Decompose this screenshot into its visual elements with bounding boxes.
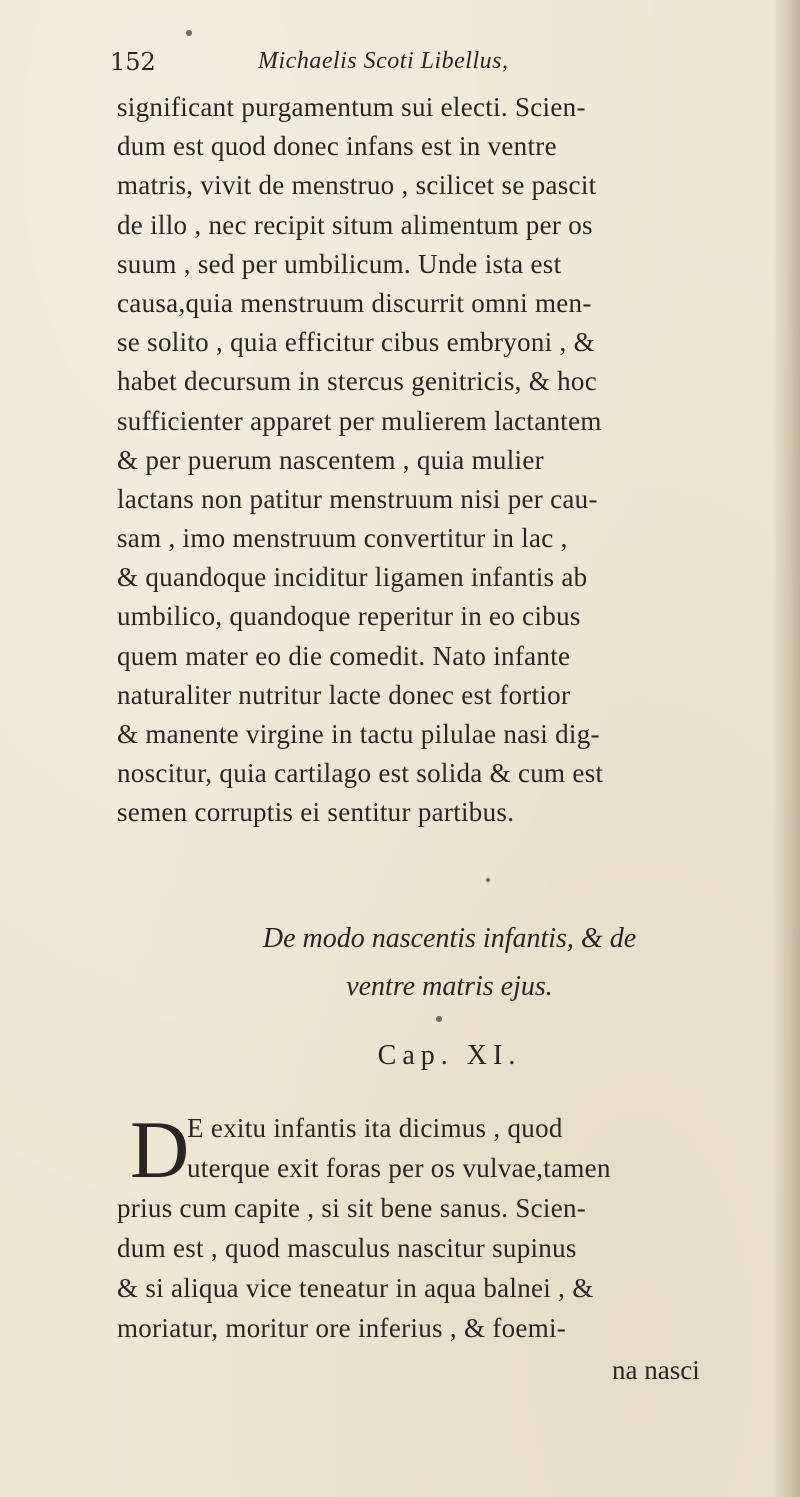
text-line: dum est , quod masculus nascitur supinus [117, 1233, 577, 1263]
text-line: & manente virgine in tactu pilulae nasi dig- [117, 719, 600, 749]
text-line: de illo , nec recipit situm alimentum per os [117, 209, 593, 240]
text-line: & quandoque inciditur ligamen infantis ab [117, 562, 588, 593]
ink-speck [436, 1016, 442, 1022]
text-line: prius cum capite , si sit bene sanus. Scien- [117, 1193, 587, 1223]
running-title: Michaelis Scoti Libellus, [258, 48, 509, 74]
text-line: naturaliter nutritur lacte donec est fortior [117, 679, 571, 710]
text-line: habet decursum in stercus genitricis, & hoc [117, 366, 598, 397]
text-line: umbilico, quandoque reperitur in eo cibus [117, 601, 581, 632]
text-line: sam , imo menstruum convertitur in lac , [117, 523, 568, 554]
ink-speck [486, 878, 490, 882]
text-line: semen corruptis ei sentitur partibus. [117, 797, 515, 828]
chapter-text [117, 1104, 782, 1348]
chapter-label: Cap. XI. [377, 1040, 522, 1071]
drop-cap: D [130, 1104, 190, 1195]
chapter-heading [117, 915, 782, 1081]
text-line: suum , sed per umbilicum. Unde ista est [117, 248, 562, 279]
catchword: na nasci [612, 1355, 700, 1385]
text-line: & si aliqua vice teneatur in aqua balnei , & [117, 1273, 594, 1303]
text-line: E exitu infantis ita dicimus , quod [187, 1113, 563, 1143]
body-text [117, 88, 782, 833]
text-line: matris, vivit de menstruo , scilicet se pascit [117, 170, 597, 201]
text-line: significant purgamentum sui electi. Scien- [117, 92, 586, 122]
ink-speck [186, 30, 192, 36]
page-number: 152 [110, 48, 156, 76]
heading-line-2: ventre matris ejus. [346, 971, 553, 1002]
heading-line-1: De modo nascentis infantis, & de [262, 923, 637, 954]
text-line: se solito , quia efficitur cibus embryoni , & [117, 327, 595, 358]
text-line: quem mater eo die comedit. Nato infante [117, 640, 571, 671]
text-line: noscitur, quia cartilago est solida & cum est [117, 758, 604, 789]
text-line: uterque exit foras per os vulvae,tamen [187, 1153, 611, 1183]
text-line: moriatur, moritur ore inferius , & foemi- [117, 1313, 567, 1343]
text-line: causa,quia menstruum discurrit omni men- [117, 287, 592, 318]
text-line: dum est quod donec infans est in ventre [117, 131, 557, 162]
text-line: lactans non patitur menstruum nisi per cau- [117, 483, 598, 514]
text-line: sufficienter apparet per mulierem lactantem [117, 405, 602, 436]
text-line: & per puerum nascentem , quia mulier [117, 444, 544, 475]
running-head [110, 42, 670, 82]
